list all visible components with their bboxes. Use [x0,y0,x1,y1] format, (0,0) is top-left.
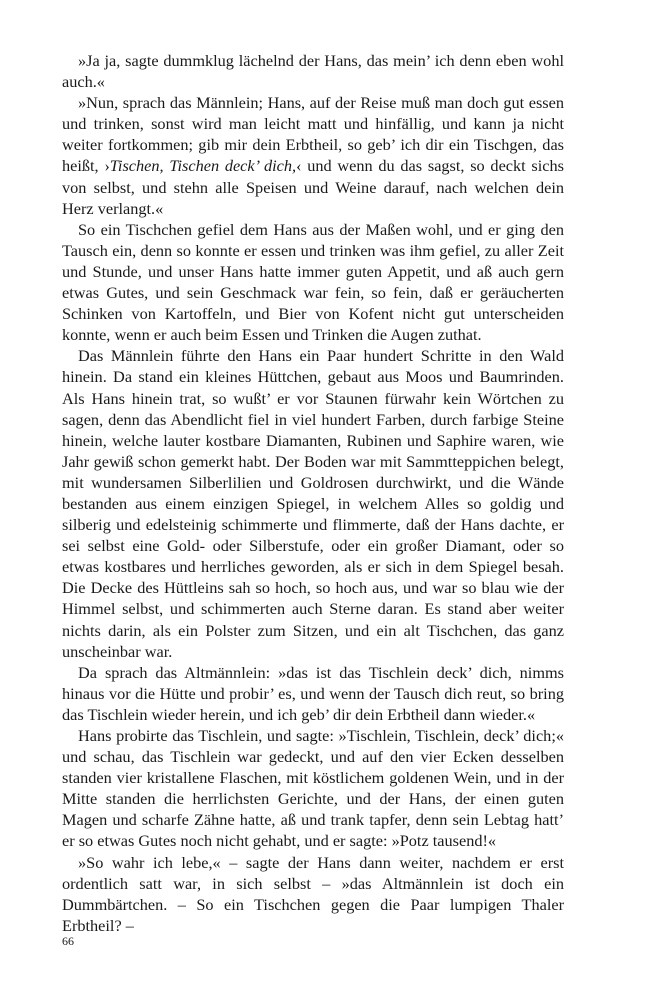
text-run: Hans probirte das Tischlein, und sagte: »Tischlein, Tischlein, deck’ dich;« und schau, das Tischlein war gedeckt, und auf den vier Ecken desselben standen vier kristallene Flaschen, mit köstlichem goldenen Wein, und in der Mitte standen die herrlichsten Gerichte, und der Hans, der einen guten Magen und scharfe Zähne hatte, aß und trank tapfer, denn sein Lebtag hatt’ er so etwas Gutes noch nicht gehabt, und er sagte: »Potz tausend!« [62,726,564,851]
text-run: Das Männlein führte den Hans ein Paar hundert Schritte in den Wald hinein. Da stand ein kleines Hüttchen, gebaut aus Moos und Baumrinden. Als Hans hinein trat, so wußt’ er vor Staunen fürwahr kein Wörtchen zu sagen, denn das Abendlicht fiel in viel hundert Farben, durch farbige Steine hinein, welche lauter kostbare Diamanten, Rubinen und Saphire waren, wie Jahr gewiß schon gemerkt habt. Der Boden war mit Sammtteppichen belegt, mit wundersamen Silberlilien und Goldrosen durchwirkt, und die Wände bestanden aus einem einzigen Spiegel, in welchem Alles so goldig und silberig und edelsteinig schimmerte und flimmerte, daß der Hans dachte, er sei selbst eine Gold- oder Silberstufe, oder ein großer Diamant, oder so etwas kostbares und herrliches geworden, als er sich in dem Spiegel besah. Die Decke des Hüttleins sah so hoch, so hoch aus, und war so blau wie der Himmel selbst, und schimmerten auch Sterne daran. Es stand aber weiter nichts darin, als ein Polster zum Sitzen, und ein alt Tischchen, das ganz unscheinbar war. [62,346,564,661]
paragraph [62,50,564,92]
text-run: ‹ und wenn du das sagst, so deckt sichs von selbst, und stehn alle Speisen und Weine darauf, nach welchen dein Herz verlangt.« [62,156,564,218]
paragraph [62,219,564,346]
paragraph [62,92,564,219]
text-run: Da sprach das Altmännlein: »das ist das Tischlein deck’ dich, nimms hinaus vor die Hütte und probir’ es, und wenn der Tausch dich reut, so bring das Tischlein wieder herein, und ich geb’ dir dein Erbtheil dann wieder.« [62,662,564,724]
text-run: »So wahr ich lebe,« – sagte der Hans dann weiter, nachdem er erst ordentlich satt war, in sich selbst – »das Altmännlein ist doch ein Dummbärtchen. – So ein Tischchen gegen die Paar lumpigen Thaler Erbtheil? – [62,852,564,935]
text-run: »Nun, sprach das Männlein; Hans, auf der Reise muß man doch gut essen und trinken, sonst wird man leicht matt und hinfällig, und kann ja nicht weiter fortkommen; gib mir dein Erbtheil, so geb’ ich dir ein Tischgen, das heißt, › [62,93,564,176]
paragraph [62,662,564,725]
paragraph [62,852,564,936]
body-text [62,50,564,936]
text-run: So ein Tischchen gefiel dem Hans aus der Maßen wohl, und er ging den Tausch ein, denn so konnte er essen und trinken was ihm gefiel, zu aller Zeit und Stunde, und unser Hans hatte immer guten Appetit, und aß auch gern etwas Gutes, und sein Geschmack war fein, so fein, daß er geräucherten Schinken von Kartoffeln, und Bier von Kofent nicht gut unterscheiden konnte, wenn er auch beim Essen und Trinken die Augen zuthat. [62,219,564,345]
paragraph [62,345,564,661]
paragraph [62,725,564,852]
page-number: 66 [62,934,74,948]
italic-phrase: Tischen, Tischen deck’ dich, [109,156,297,176]
text-run: »Ja ja, sagte dummklug lächelnd der Hans, das mein’ ich denn eben wohl auch.« [62,51,564,92]
